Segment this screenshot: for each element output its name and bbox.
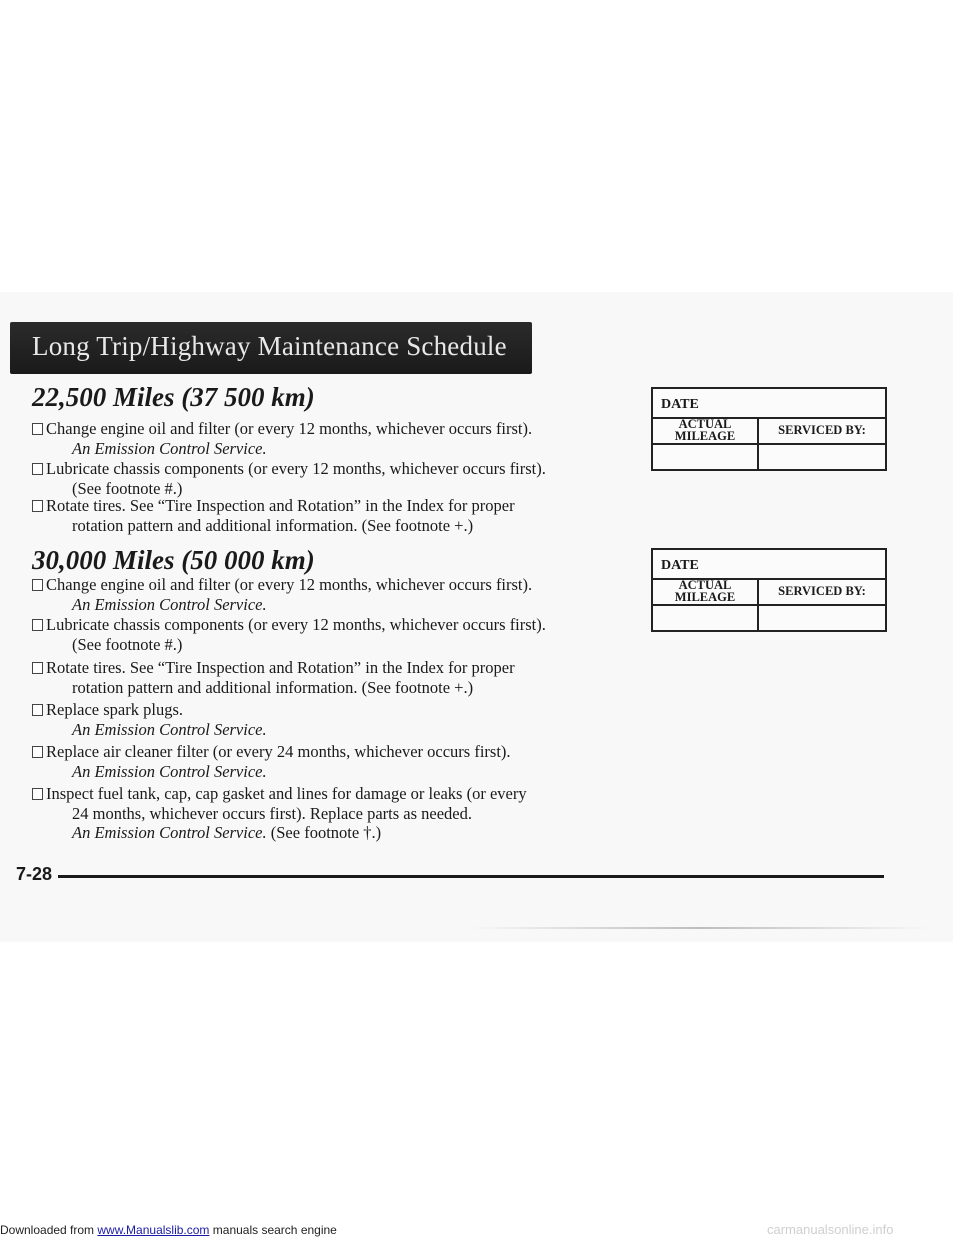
checkbox[interactable] [32, 662, 43, 674]
page-title: Long Trip/Highway Maintenance Schedule [32, 331, 507, 361]
scan-artifact-line [470, 927, 930, 929]
actual-mileage-label: ACTUAL MILEAGE [653, 578, 759, 605]
checkbox[interactable] [32, 746, 43, 758]
service-record-box [651, 548, 887, 632]
checklist-item: Rotate tires. See “Tire Inspection and Rotation” in the Index for proper rotation pattern and additional information. (See footnote +.) [46, 658, 606, 697]
checkbox[interactable] [32, 423, 43, 435]
download-footer: Downloaded from www.Manualslib.com manuals search engine [0, 1223, 337, 1237]
checkbox[interactable] [32, 463, 43, 475]
checkbox[interactable] [32, 619, 43, 631]
actual-mileage-label: ACTUAL MILEAGE [653, 417, 759, 444]
top-margin [0, 0, 960, 292]
page-number: 7-28 [16, 864, 53, 884]
footer-divider [58, 875, 884, 878]
bottom-margin [0, 942, 960, 1242]
checkbox[interactable] [32, 500, 43, 512]
checklist-item: Change engine oil and filter (or every 12 months, whichever occurs first). An Emission Control Service. [46, 575, 606, 614]
checklist-item: Change engine oil and filter (or every 12 months, whichever occurs first). An Emission Control Service. [46, 419, 606, 458]
date-field[interactable]: DATE [653, 389, 885, 419]
service-record-box [651, 387, 887, 471]
checkbox[interactable] [32, 788, 43, 800]
section-heading-30000: 30,000 Miles (50 000 km) [32, 545, 315, 575]
checkbox[interactable] [32, 579, 43, 591]
serviced-by-label: SERVICED BY: [778, 584, 866, 598]
checklist-item: Lubricate chassis components (or every 12 months, whichever occurs first). (See footnote #.) [46, 459, 606, 498]
checkbox[interactable] [32, 704, 43, 716]
watermark: carmanualsonline.info [767, 1222, 894, 1237]
actual-mileage-field[interactable] [653, 606, 759, 630]
checklist-item: Replace spark plugs. An Emission Control Service. [46, 700, 606, 739]
checklist-item: Rotate tires. See “Tire Inspection and Rotation” in the Index for proper rotation pattern and additional information. (See footnote +.) [46, 496, 606, 535]
section-heading-22500: 22,500 Miles (37 500 km) [32, 382, 315, 412]
manualslib-link[interactable]: www.Manualslib.com [97, 1223, 210, 1237]
checklist-item: Lubricate chassis components (or every 12 months, whichever occurs first). (See footnote #.) [46, 615, 606, 654]
actual-mileage-field[interactable] [653, 445, 759, 469]
date-field[interactable]: DATE [653, 550, 885, 580]
checklist-item: Replace air cleaner filter (or every 24 months, whichever occurs first). An Emission Control Service. [46, 742, 606, 781]
serviced-by-label: SERVICED BY: [778, 423, 866, 437]
checklist-item: Inspect fuel tank, cap, cap gasket and lines for damage or leaks (or every 24 months, whichever occurs first). Replace parts as needed. An Emission Control Service. (See footnote †.) [46, 784, 606, 843]
